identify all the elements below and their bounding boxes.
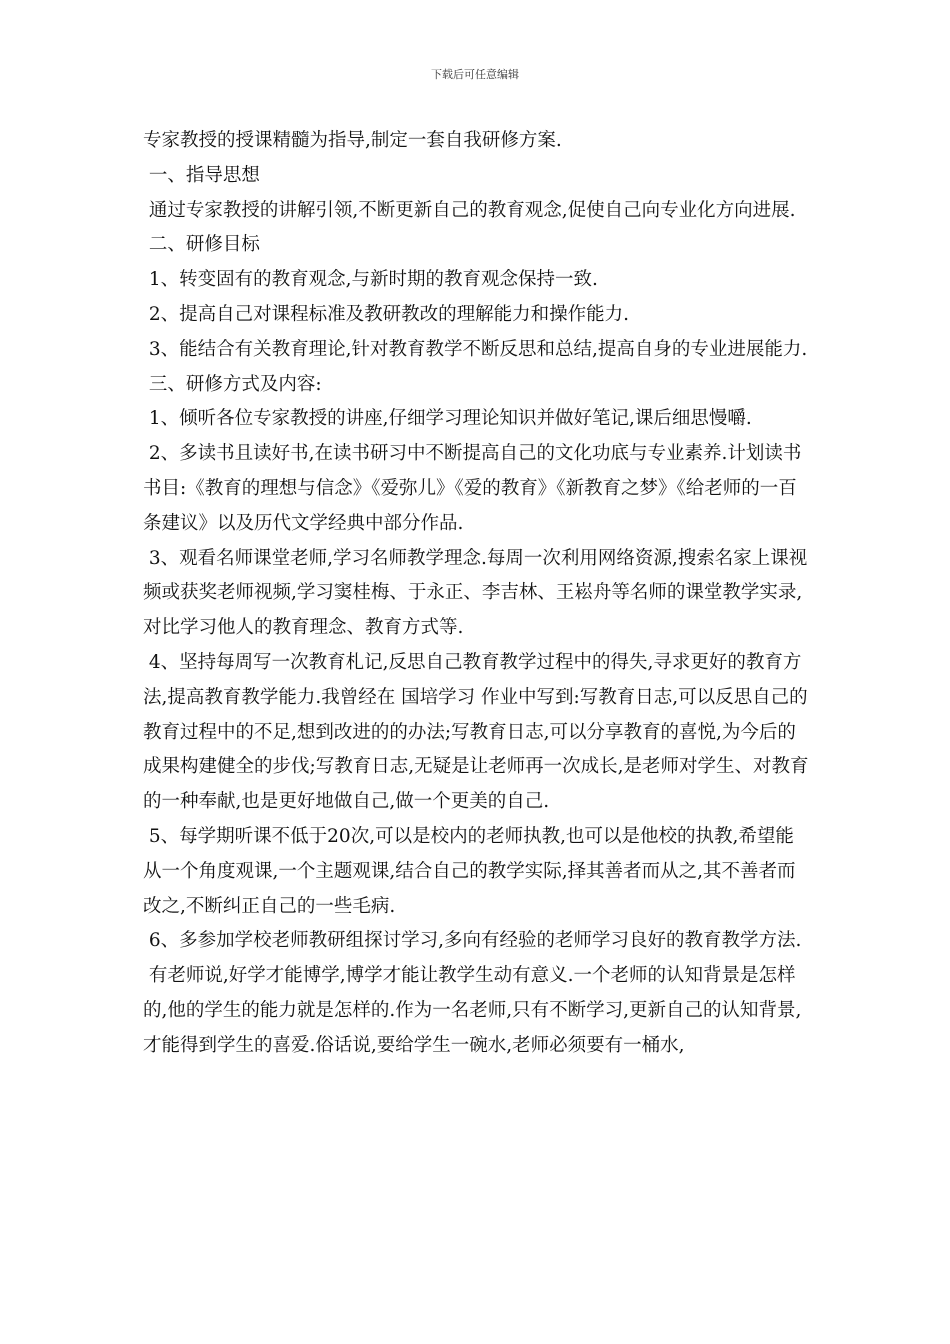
paragraph-intro: 专家教授的授课精髓为指导,制定一套自我研修方案. bbox=[143, 130, 562, 151]
method-item-5: 5、每学期听课不低于20次,可以是校内的老师执教,也可以是他校的执教,希望能从一个角度观课,一个主题观课,结合自己的教学实际,择其善者而从之,其不善者而改之,不断纠正自己的一些毛病. bbox=[143, 825, 796, 917]
method-item-4: 4、坚持每周写一次教育札记,反思自己教育教学过程中的得失,寻求更好的教育方法,提高教育教学能力.我曾经在 国培学习 作业中写到:写教育日志,可以反思自己的教育过程中的不足,想到改进的的办法;写教育日志,可以分享教育的喜悦,为今后的成果构建健全的步伐;写教育日志,无疑是让老师再一次成长,是老师对学生、对教育的一种奉献,也是更好地做自己,做一个更美的自己. bbox=[143, 651, 809, 813]
method-item-6: 6、多参加学校老师教研组探讨学习,多向有经验的老师学习良好的教育教学方法. bbox=[143, 930, 802, 952]
goal-item-1: 1、转变固有的教育观念,与新时期的教育观念保持一致. bbox=[143, 269, 598, 291]
section-heading-goals: 二、研修目标 bbox=[143, 234, 260, 256]
goal-item-3: 3、能结合有关教育理论,针对教育教学不断反思和总结,提高自身的专业进展能力. bbox=[143, 338, 808, 360]
document-body bbox=[143, 124, 809, 1064]
paragraph-guiding-idea: 通过专家教授的讲解引领,不断更新自己的教育观念,促使自己向专业化方向进展. bbox=[143, 199, 796, 221]
section-heading-methods: 三、研修方式及内容: bbox=[143, 373, 322, 395]
method-item-2: 2、多读书且读好书,在读书研习中不断提高自己的文化功底与专业素养.计划读书书目:《教育的理想与信念》《爱弥儿》《爱的教育》《新教育之梦》《给老师的一百条建议》以及历代文学经典中部分作品. bbox=[143, 443, 802, 534]
method-item-1: 1、倾听各位专家教授的讲座,仔细学习理论知识并做好笔记,课后细思慢嚼. bbox=[143, 408, 752, 430]
paragraph-closing: 有老师说,好学才能博学,博学才能让教学生动有意义.一个老师的认知背景是怎样的,他的学生的能力就是怎样的.作为一名老师,只有不断学习,更新自己的认知背景,才能得到学生的喜爱.俗话说,要给学生一碗水,老师必须要有一桶水, bbox=[143, 965, 802, 1056]
section-heading-guiding-idea: 一、指导思想 bbox=[143, 164, 260, 186]
method-item-3: 3、观看名师课堂老师,学习名师教学理念.每周一次利用网络资源,搜索名家上课视频或获奖老师视频,学习窦桂梅、于永正、李吉林、王崧舟等名师的课堂教学实录,对比学习他人的教育理念、教育方式等. bbox=[143, 547, 808, 639]
page-header: 下载后可任意编辑 bbox=[431, 68, 519, 81]
goal-item-2: 2、提高自己对课程标准及教研教改的理解能力和操作能力. bbox=[143, 303, 630, 325]
